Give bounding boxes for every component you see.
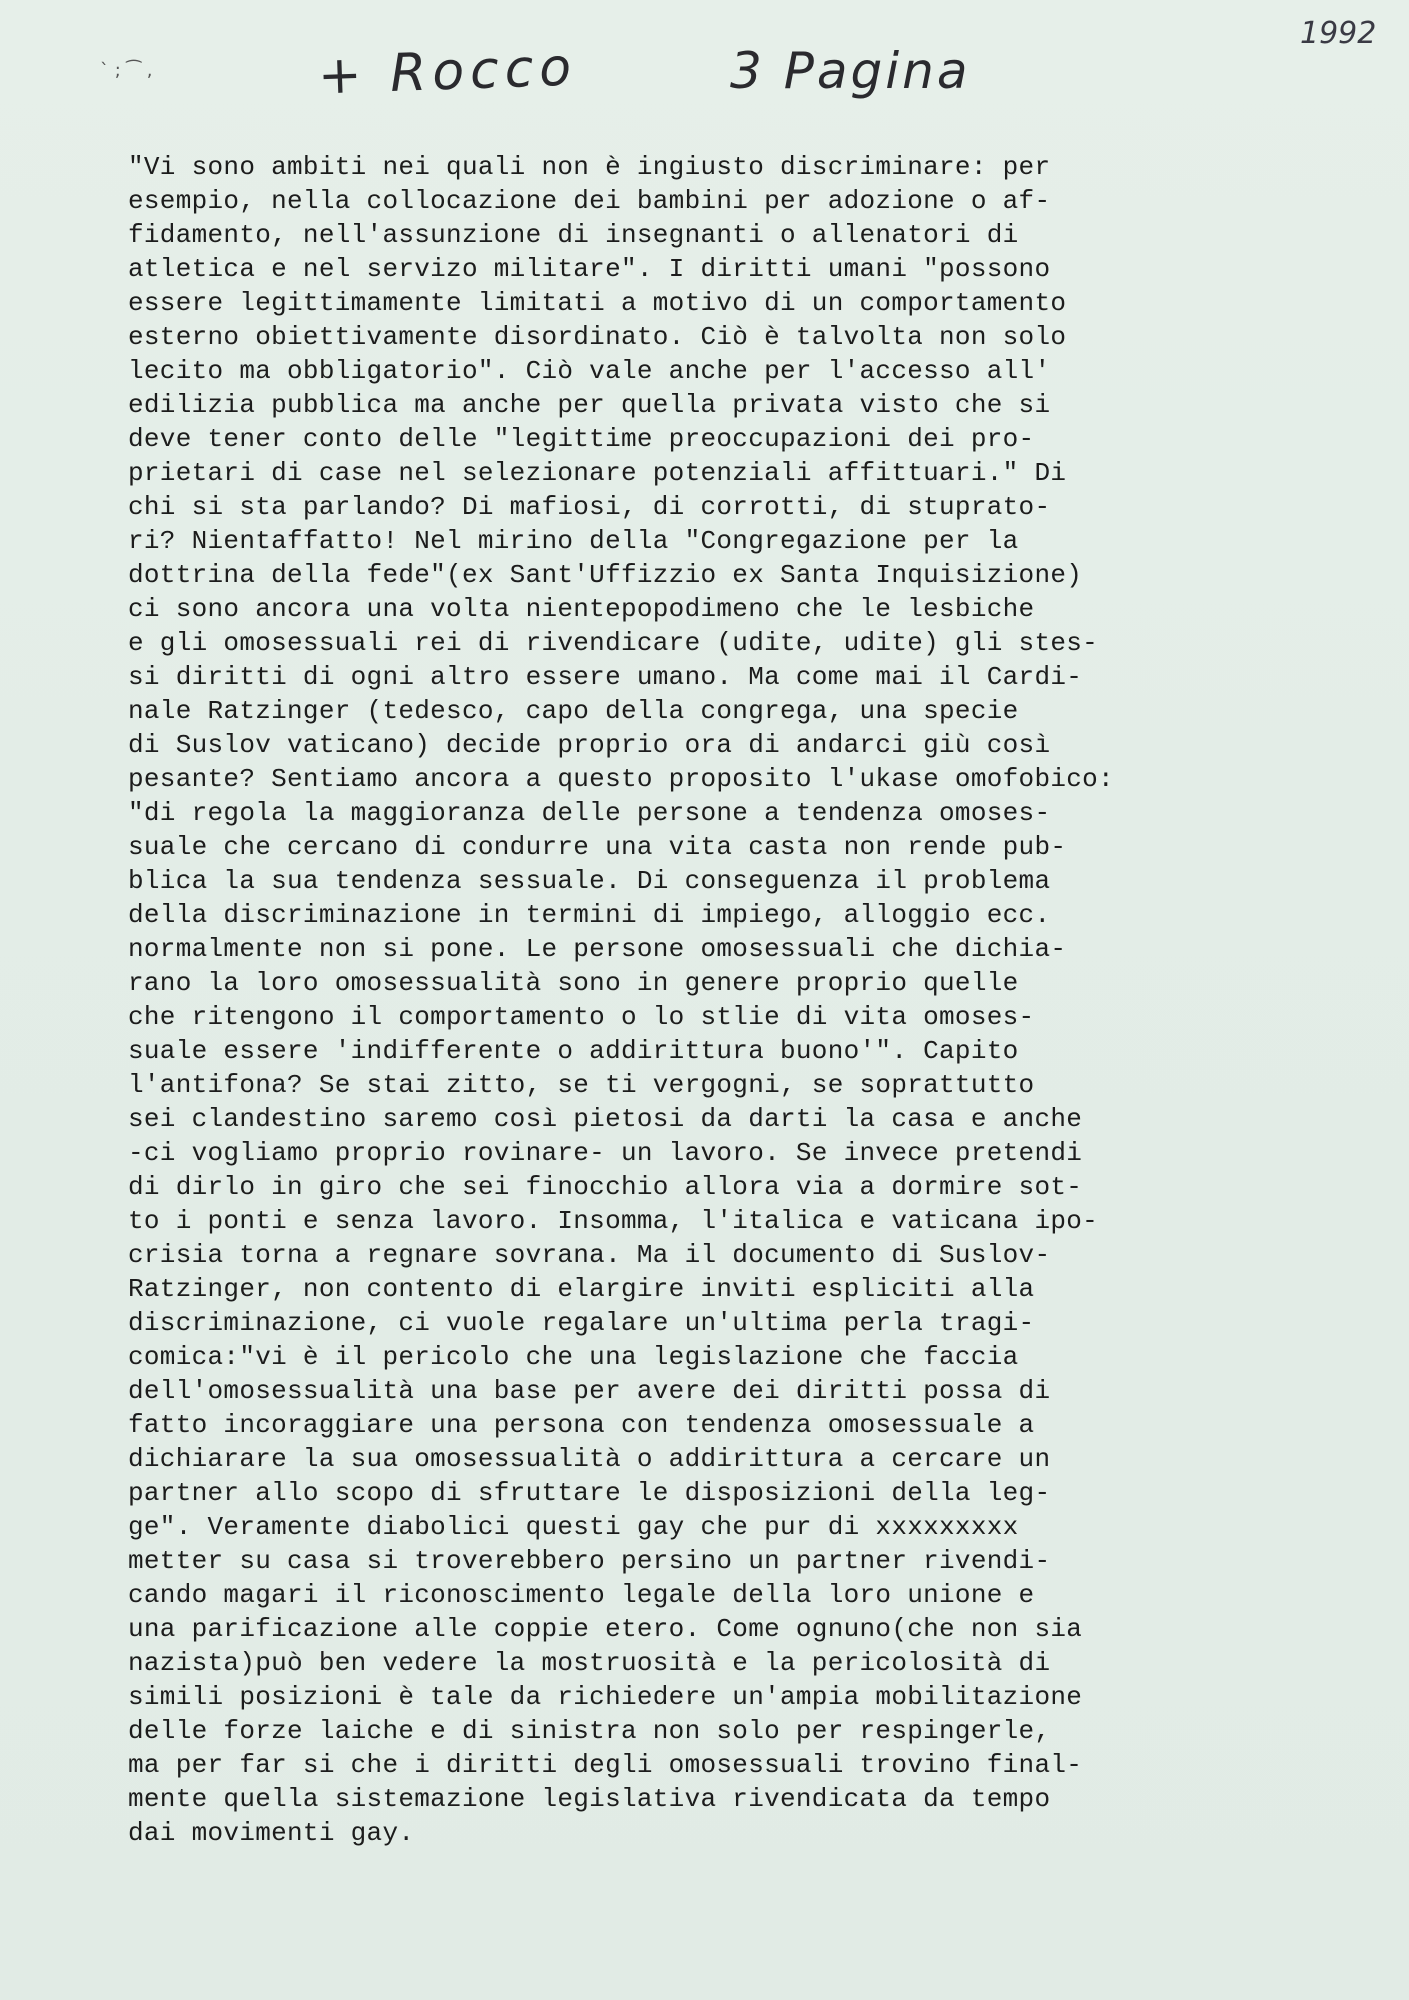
text-line: blica la sua tendenza sessuale. Di conseguenza il problema [128,866,1051,896]
text-line: cando magari il riconoscimento legale della loro unione e [128,1580,1035,1610]
text-line: l'antifona? Se stai zitto, se ti vergogni, se soprattutto [128,1070,1035,1100]
text-line: partner allo scopo di sfruttare le disposizioni della leg- [128,1478,1051,1508]
text-line: dichiarare la sua omosessualità o addirittura a cercare un [128,1444,1051,1474]
text-line: metter su casa si troverebbero persino un partner rivendi- [128,1546,1051,1576]
text-line: suale essere 'indifferente o addirittura buono'". Capito [128,1036,1019,1066]
text-line: dottrina della fede"(ex Sant'Uffizzio ex Santa Inquisizione) [128,560,1083,590]
text-line: nazista)può ben vedere la mostruosità e la pericolosità di [128,1648,1051,1678]
text-line: pesante? Sentiamo ancora a questo proposito l'ukase omofobico: [128,764,1114,794]
handwritten-title: + Rocco [317,37,579,107]
text-line: si diritti di ogni altro essere umano. Ma come mai il Cardi- [128,662,1083,692]
text-line: crisia torna a regnare sovrana. Ma il documento di Suslov- [128,1240,1051,1270]
text-line: essere legittimamente limitati a motivo di un comportamento [128,288,1067,318]
text-line: esempio, nella collocazione dei bambini per adozione o af- [128,186,1051,216]
text-line: ma per far si che i diritti degli omosessuali trovino final- [128,1750,1083,1780]
text-line: ge". Veramente diabolici questi gay che pur di xxxxxxxxx [128,1512,1019,1542]
text-line: di Suslov vaticano) decide proprio ora di andarci giù così [128,730,1051,760]
text-line: e gli omosessuali rei di rivendicare (udite, udite) gli stes- [128,628,1099,658]
text-line: fatto incoraggiare una persona con tendenza omosessuale a [128,1410,1035,1440]
text-line: "di regola la maggioranza delle persone a tendenza omoses- [128,798,1051,828]
text-line: simili posizioni è tale da richiedere un'ampia mobilitazione [128,1682,1083,1712]
text-line: edilizia pubblica ma anche per quella privata visto che si [128,390,1051,420]
text-line: che ritengono il comportamento o lo stlie di vita omoses- [128,1002,1035,1032]
text-line: mente quella sistemazione legislativa rivendicata da tempo [128,1784,1051,1814]
text-line: atletica e nel servizo militare". I diritti umani "possono [128,254,1051,284]
text-line: to i ponti e senza lavoro. Insomma, l'italica e vaticana ipo- [128,1206,1099,1236]
text-line: rano la loro omosessualità sono in genere proprio quelle [128,968,1019,998]
text-line: chi si sta parlando? Di mafiosi, di corrotti, di stuprato- [128,492,1051,522]
typewritten-body [128,150,1388,1850]
text-line: fidamento, nell'assunzione di insegnanti o allenatori di [128,220,1019,250]
text-line: suale che cercano di condurre una vita casta non rende pub- [128,832,1067,862]
text-line: della discriminazione in termini di impiego, alloggio ecc. [128,900,1051,930]
text-line: deve tener conto delle "legittime preoccupazioni dei pro- [128,424,1035,454]
text-line: nale Ratzinger (tedesco, capo della congrega, una specie [128,696,1019,726]
margin-marks: ` ; ⁀ , [100,60,153,81]
text-line: dell'omosessualità una base per avere dei diritti possa di [128,1376,1051,1406]
text-line: delle forze laiche e di sinistra non solo per respingerle, [128,1716,1051,1746]
text-line: Ratzinger, non contento di elargire inviti espliciti alla [128,1274,1035,1304]
handwritten-page-note: 3 Pagina [730,42,971,100]
text-line: comica:"vi è il pericolo che una legislazione che faccia [128,1342,1019,1372]
handwritten-year: 1992 [1300,16,1377,51]
text-line: ri? Nientaffatto! Nel mirino della "Congregazione per la [128,526,1019,556]
text-line: esterno obiettivamente disordinato. Ciò è talvolta non solo [128,322,1067,352]
text-line: discriminazione, ci vuole regalare un'ultima perla tragi- [128,1308,1035,1338]
text-line: "Vi sono ambiti nei quali non è ingiusto discriminare: per [128,152,1051,182]
text-line: sei clandestino saremo così pietosi da darti la casa e anche [128,1104,1083,1134]
text-line: lecito ma obbligatorio". Ciò vale anche per l'accesso all' [128,356,1051,386]
text-line: prietari di case nel selezionare potenziali affittuari." Di [128,458,1067,488]
text-line: ci sono ancora una volta nientepopodimeno che le lesbiche [128,594,1035,624]
text-line: dai movimenti gay. [128,1818,415,1848]
text-line: normalmente non si pone. Le persone omosessuali che dichia- [128,934,1067,964]
text-line: -ci vogliamo proprio rovinare- un lavoro. Se invece pretendi [128,1138,1083,1168]
text-line: di dirlo in giro che sei finocchio allora via a dormire sot- [128,1172,1083,1202]
text-line: una parificazione alle coppie etero. Come ognuno(che non sia [128,1614,1083,1644]
